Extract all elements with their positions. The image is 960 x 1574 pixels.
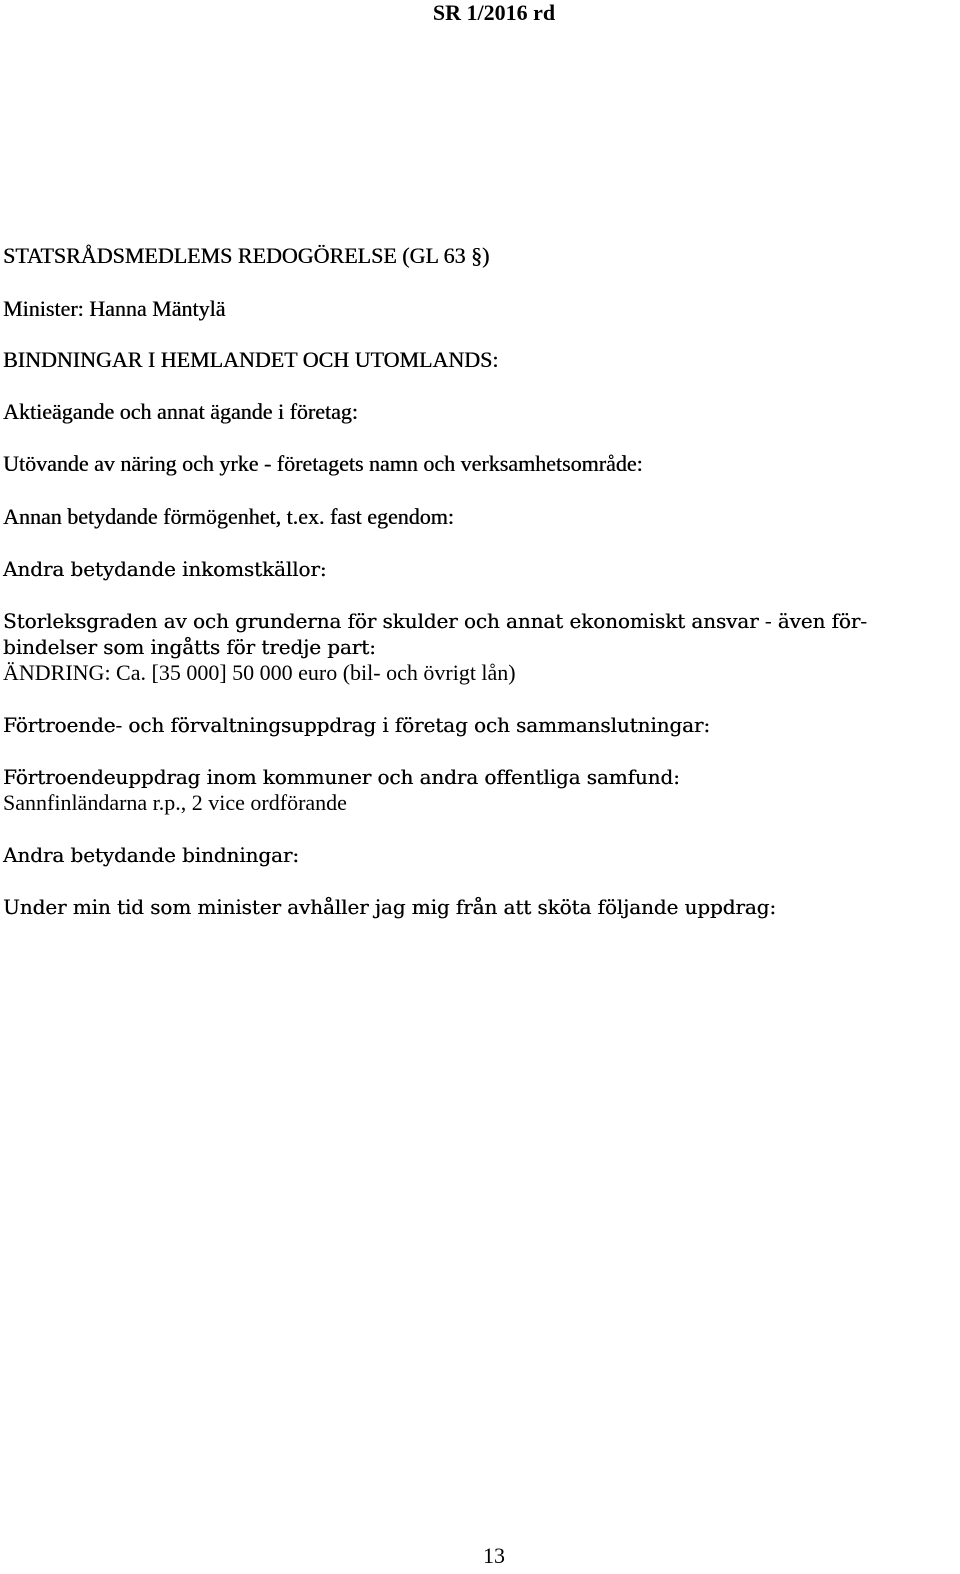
abstain-label: Under min tid som minister avhåller jag mig från att sköta följande uppdrag: bbox=[3, 895, 776, 919]
debts-value: ÄNDRING: Ca. [35 000] 50 000 euro (bil- och övrigt lån) bbox=[3, 660, 516, 685]
business-label: Utövande av näring och yrke - företagets namn och verksamhetsområde: bbox=[3, 451, 643, 476]
shareholdings-label: Aktieägande och annat ägande i företag: bbox=[3, 399, 358, 424]
section-title: BINDNINGAR I HEMLANDET OCH UTOMLANDS: bbox=[3, 347, 499, 372]
company-trusts-label: Förtroende- och förvaltningsuppdrag i företag och sammanslutningar: bbox=[3, 713, 710, 737]
page-number: 13 bbox=[483, 1543, 505, 1568]
other-bindings-label: Andra betydande bindningar: bbox=[3, 843, 299, 867]
property-label: Annan betydande förmögenhet, t.ex. fast egendom: bbox=[3, 504, 454, 529]
report-heading: STATSRÅDSMEDLEMS REDOGÖRELSE (GL 63 §) bbox=[3, 243, 490, 268]
public-trusts-value: Sannfinländarna r.p., 2 vice ordförande bbox=[3, 790, 347, 815]
document-header: SR 1/2016 rd bbox=[432, 0, 556, 25]
public-trusts-label: Förtroendeuppdrag inom kommuner och andra offentliga samfund: bbox=[3, 765, 680, 789]
debts-label-line2: bindelser som ingåtts för tredje part: bbox=[3, 635, 376, 659]
minister-line: Minister: Hanna Mäntylä bbox=[3, 296, 226, 321]
debts-label-line1: Storleksgraden av och grunderna för skulder och annat ekonomiskt ansvar - även för- bbox=[3, 609, 867, 633]
income-label: Andra betydande inkomstkällor: bbox=[3, 557, 327, 581]
